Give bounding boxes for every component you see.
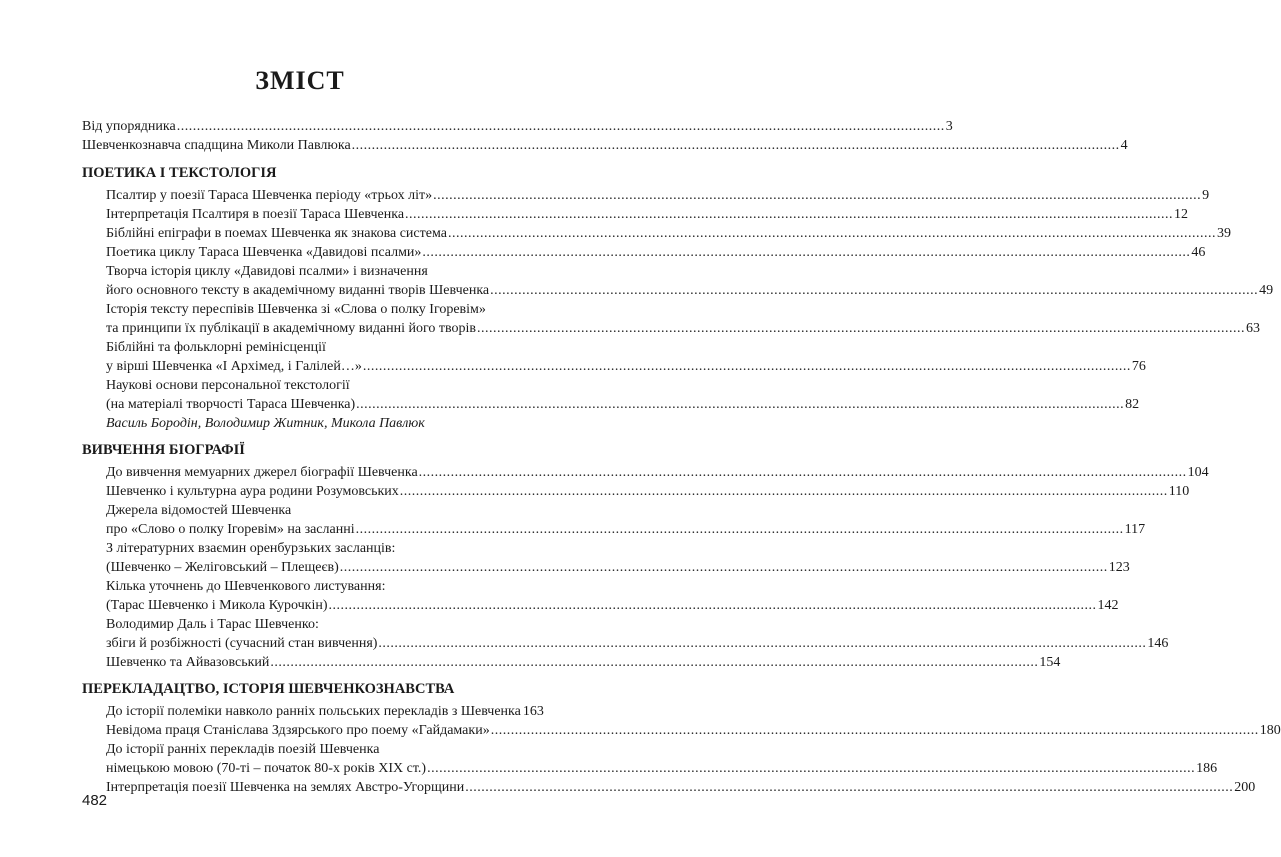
toc-entry[interactable] bbox=[82, 740, 1218, 778]
dot-leader bbox=[340, 558, 1108, 577]
toc-entry-page: 9 bbox=[1202, 188, 1210, 203]
toc-entry-row[interactable] bbox=[106, 395, 1140, 414]
dot-leader bbox=[405, 205, 1173, 224]
toc-entry-title: Поетика циклу Тараса Шевченка «Давидові псалми» bbox=[106, 245, 422, 260]
dot-leader bbox=[477, 319, 1245, 338]
toc-entry-row[interactable] bbox=[106, 778, 1256, 797]
page-number: 482 bbox=[82, 792, 108, 809]
toc-entry-row[interactable] bbox=[106, 243, 1206, 262]
toc-entry-title: Псалтир у поезії Тараса Шевченка періоду «трьох літ» bbox=[106, 188, 433, 203]
toc-entry-line: З літературних взаємин оренбурзьких засланців: bbox=[106, 541, 396, 556]
toc-entry[interactable] bbox=[82, 577, 1119, 615]
dot-leader bbox=[419, 463, 1187, 482]
toc-entry-title: (Тарас Шевченко і Микола Курочкін) bbox=[106, 598, 328, 613]
toc-entry-title: (Шевченко – Желіговський – Плещеєв) bbox=[106, 560, 339, 575]
toc-entry-page: 163 bbox=[522, 704, 544, 719]
toc-entry-title: та принципи їх публікації в академічному виданні його творів bbox=[106, 321, 477, 336]
toc-entry-title: Шевченко та Айвазовський bbox=[106, 655, 270, 670]
toc-entry-page: 110 bbox=[1168, 484, 1190, 499]
dot-leader bbox=[356, 395, 1124, 414]
toc-entry-title: Інтерпретація Псалтиря в поезії Тараса Шевченка bbox=[106, 207, 405, 222]
dot-leader bbox=[352, 136, 1120, 155]
toc-entry-title: До вивчення мемуарних джерел біографії Шевченка bbox=[106, 465, 418, 480]
toc-entry[interactable] bbox=[82, 243, 1206, 262]
dot-leader bbox=[465, 778, 1233, 797]
toc-entry[interactable] bbox=[82, 463, 1209, 482]
toc-entry[interactable] bbox=[82, 702, 544, 721]
toc-entry-title: Шевченко і культурна аура родини Розумовських bbox=[106, 484, 399, 499]
toc-entry-page: 63 bbox=[1246, 321, 1261, 336]
toc-entry-row[interactable] bbox=[106, 558, 1130, 577]
toc-entry[interactable] bbox=[82, 376, 1140, 414]
dot-leader bbox=[270, 653, 1038, 672]
toc-entry-row[interactable] bbox=[82, 136, 1128, 155]
toc-entry-row[interactable] bbox=[106, 482, 1190, 501]
dot-leader bbox=[177, 117, 945, 136]
toc-entry-title: Шевченкознавча спадщина Миколи Павлюка bbox=[82, 138, 351, 153]
table-of-contents bbox=[82, 117, 1281, 797]
toc-entry-row[interactable] bbox=[82, 117, 953, 136]
toc-entry-title: про «Слово о полку Ігоревім» на засланні bbox=[106, 522, 355, 537]
toc-entry-page: 46 bbox=[1191, 245, 1206, 260]
toc-entry-title: Невідома праця Станіслава Здзярського про поему «Гайдамаки» bbox=[106, 723, 490, 738]
toc-entry-row[interactable] bbox=[106, 205, 1189, 224]
toc-entry-line: Історія тексту переспівів Шевченка зі «Слова о полку Ігоревім» bbox=[106, 302, 486, 317]
toc-entry-row[interactable] bbox=[106, 721, 1281, 740]
toc-entry-page: 4 bbox=[1120, 138, 1128, 153]
toc-entry[interactable] bbox=[82, 300, 1261, 338]
toc-entry-page: 146 bbox=[1147, 636, 1169, 651]
toc-entry[interactable] bbox=[82, 338, 1146, 376]
toc-entry[interactable] bbox=[82, 615, 1169, 653]
toc-entry-row[interactable] bbox=[106, 463, 1209, 482]
toc-entry-row[interactable] bbox=[106, 596, 1119, 615]
toc-entry-page: 12 bbox=[1174, 207, 1189, 222]
toc-entry-row[interactable] bbox=[106, 281, 1274, 300]
toc-entry-page: 117 bbox=[1124, 522, 1146, 537]
dot-leader bbox=[427, 759, 1195, 778]
toc-entry-row[interactable] bbox=[106, 702, 544, 721]
toc-entry-page: 82 bbox=[1125, 397, 1140, 412]
toc-entry-row[interactable] bbox=[106, 186, 1210, 205]
toc-entry[interactable] bbox=[82, 186, 1210, 205]
toc-entry-line: Кілька уточнень до Шевченкового листування: bbox=[106, 579, 386, 594]
toc-entry-line: Біблійні та фольклорні ремінісценції bbox=[106, 340, 326, 355]
toc-entry[interactable] bbox=[82, 117, 953, 136]
toc-entry-page: 49 bbox=[1259, 283, 1274, 298]
toc-entry-title: збіги й розбіжності (сучасний стан вивчення) bbox=[106, 636, 378, 651]
toc-section bbox=[82, 441, 1209, 672]
toc-entry-row[interactable] bbox=[106, 653, 1061, 672]
dot-leader bbox=[490, 281, 1258, 300]
section-author: Василь Бородін, Володимир Житник, Микола Павлюк bbox=[106, 416, 425, 431]
toc-entry-page: 39 bbox=[1216, 226, 1231, 241]
toc-entry-title: Від упорядника bbox=[82, 119, 176, 134]
toc-entry-row[interactable] bbox=[106, 319, 1261, 338]
toc-entry-line: Творча історія циклу «Давидові псалми» і визначення bbox=[106, 264, 428, 279]
toc-section bbox=[82, 164, 1274, 433]
toc-entry[interactable] bbox=[82, 539, 1130, 577]
section-heading: ВИВЧЕННЯ БІОГРАФІЇ bbox=[82, 442, 245, 458]
toc-entry[interactable] bbox=[82, 262, 1274, 300]
toc-entry-line: До історії ранніх перекладів поезій Шевченка bbox=[106, 742, 380, 757]
toc-entry-row[interactable] bbox=[106, 759, 1218, 778]
toc-entry[interactable] bbox=[82, 224, 1231, 243]
toc-entry-page: 186 bbox=[1196, 761, 1218, 776]
toc-entry[interactable] bbox=[82, 482, 1190, 501]
dot-leader bbox=[448, 224, 1216, 243]
toc-entry-page: 180 bbox=[1259, 723, 1281, 738]
dot-leader bbox=[422, 243, 1190, 262]
toc-entry-title: (на матеріалі творчості Тараса Шевченка) bbox=[106, 397, 356, 412]
dot-leader bbox=[329, 596, 1097, 615]
toc-entry-row[interactable] bbox=[106, 634, 1169, 653]
section-heading: ПОЕТИКА І ТЕКСТОЛОГІЯ bbox=[82, 165, 277, 181]
toc-entry[interactable] bbox=[82, 721, 1281, 740]
dot-leader bbox=[400, 482, 1168, 501]
dot-leader bbox=[378, 634, 1146, 653]
toc-entry[interactable] bbox=[82, 136, 1128, 155]
toc-entry-title: німецькою мовою (70-ті – початок 80-х років XIX ст.) bbox=[106, 761, 427, 776]
toc-entry-page: 154 bbox=[1039, 655, 1061, 670]
toc-entry-row[interactable] bbox=[106, 357, 1146, 376]
toc-entry-title: його основного тексту в академічному виданні творів Шевченка bbox=[106, 283, 490, 298]
toc-section bbox=[82, 680, 1281, 797]
section-heading: ПЕРЕКЛАДАЦТВО, ІСТОРІЯ ШЕВЧЕНКОЗНАВСТВА bbox=[82, 681, 455, 697]
dot-leader bbox=[491, 721, 1259, 740]
toc-entry-line: Володимир Даль і Тарас Шевченко: bbox=[106, 617, 319, 632]
toc-entry-page: 104 bbox=[1187, 465, 1209, 480]
toc-entry[interactable] bbox=[82, 653, 1061, 672]
toc-entry-page: 123 bbox=[1108, 560, 1130, 575]
dot-leader bbox=[356, 520, 1124, 539]
toc-entry-line: Наукові основи персональної текстології bbox=[106, 378, 350, 393]
toc-entry-page: 3 bbox=[945, 119, 953, 134]
toc-entry-page: 200 bbox=[1234, 780, 1256, 795]
toc-entry-title: у вірші Шевченка «І Архімед, і Галілей…» bbox=[106, 359, 362, 374]
toc-entry-title: До історії полеміки навколо ранніх польських перекладів з Шевченка bbox=[106, 704, 521, 719]
page-title: ЗМІСТ bbox=[255, 66, 345, 95]
toc-entry-title: Біблійні епіграфи в поемах Шевченка як знакова система bbox=[106, 226, 447, 241]
toc-entry-page: 142 bbox=[1097, 598, 1119, 613]
toc-entry[interactable] bbox=[82, 778, 1256, 797]
dot-leader bbox=[433, 186, 1201, 205]
toc-entry-row[interactable] bbox=[106, 520, 1146, 539]
toc-entry-line: Джерела відомостей Шевченка bbox=[106, 503, 292, 518]
toc-entry-row[interactable] bbox=[106, 224, 1231, 243]
toc-entry[interactable] bbox=[82, 501, 1146, 539]
toc-entry[interactable] bbox=[82, 205, 1189, 224]
toc-entry-title: Інтерпретація поезії Шевченка на землях Австро-Угорщини bbox=[106, 780, 465, 795]
dot-leader bbox=[363, 357, 1131, 376]
toc-entry-page: 76 bbox=[1131, 359, 1146, 374]
